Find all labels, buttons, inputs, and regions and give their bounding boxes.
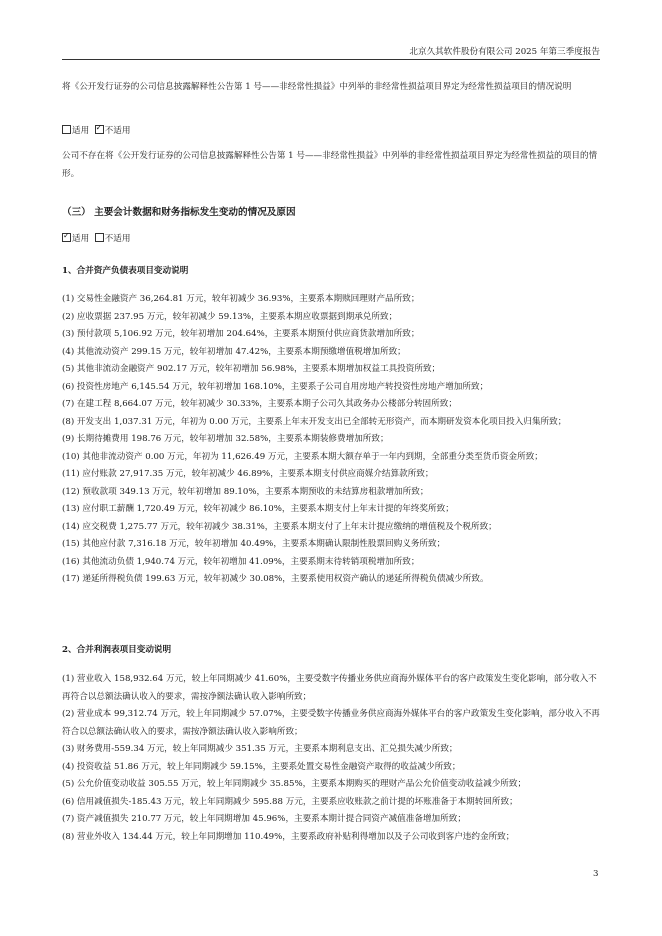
list-item: (8) 营业外收入 134.44 万元，较上年同期增加 110.49%，主要系政府补贴利得增加以及子公司收到客户违约金所致； [62,831,515,842]
list-item: (1) 交易性金融资产 36,264.81 万元，较年初减少 36.93%，主要系本期赎回理财产品所致； [62,294,420,304]
header-divider [62,59,600,60]
balance-sheet-title: 1、合并资产负债表项目变动说明 [62,266,189,276]
intro-statement: 公司不存在将《公开发行证券的公司信息披露解释性公告第 1 号——非经常性损益》中列举的非经常性损益项目界定为经常性损益的项目的情形。 [62,151,598,179]
intro-paragraph: 将《公开发行证券的公司信息披露解释性公告第 1 号——非经常性损益》中列举的非经常性损益项目界定为经常性损益项目的情况说明 [62,82,572,92]
list-item: (16) 其他流动负债 1,940.74 万元，较年初增加 41.09%，主要系期末待转销项税增加所致； [62,556,420,567]
list-item: (8) 开发支出 1,037.31 万元，年初为 0.00 万元，主要系上年末开发支出已全部转无形资产，而本期研发资本化项目投入归集所致； [62,416,567,427]
income-statement-list [62,671,600,846]
list-item: (11) 应付账款 27,917.35 万元，较年初减少 46.89%，主要系本期支付供应商媒介结算款所致； [62,469,434,479]
list-item: (4) 其他流动资产 299.15 万元，较年初增加 47.42%，主要系本期预缴增值税增加所致； [62,346,406,357]
option-not-apply-label: 不适用 [104,234,131,244]
list-item: (6) 信用减值损失-185.43 万元，较上年同期减少 595.88 万元，主要系应收账款之前计提的坏账准备于本期转回所致； [62,796,518,807]
list-item: (7) 资产减值损失 210.77 万元，较上年同期增加 45.96%，主要系本期计提合同资产减值准备增加所致； [62,814,466,824]
list-item: (7) 在建工程 8,664.07 万元，较年初减少 30.33%，主要系本期子公司久其政务办公楼部分转固所致； [62,399,457,409]
list-item: (3) 预付款项 5,106.92 万元，较年初增加 204.64%，主要系本期预付供应商货款增加所致； [62,329,420,339]
list-item: (6) 投资性房地产 6,145.54 万元，较年初增加 168.10%，主要系子公司自用房地产转投资性房地产增加所致； [62,381,489,392]
list-item: (10) 其他非流动资产 0.00 万元，年初为 11,626.49 万元，主要系本期大额存单于一年内到期，全部重分类至货币资金所致； [62,451,543,462]
list-item: (13) 应付职工薪酬 1,720.49 万元，较年初减少 86.10%，主要系本期支付上年末计提的年终奖所致； [62,504,454,514]
list-item: (17) 递延所得税负债 199.63 万元，较年初减少 30.08%，主要系使用权资产确认的递延所得税负债减少所致。 [62,574,489,584]
list-item: (4) 投资收益 51.86 万元，较上年同期减少 59.15%，主要系处置交易性金融资产取得的收益减少所致； [62,761,461,772]
option-apply-label: 适用 [72,126,90,136]
option-apply-label: 适用 [72,234,90,244]
list-item: (5) 公允价值变动收益 305.55 万元，较上年同期减少 35.85%，主要系本期购买的理财产品公允价值变动收益减少所致； [62,779,527,789]
list-item: (2) 应收票据 237.95 万元，较年初减少 59.13%，主要系本期应收票据到期承兑所致； [62,311,398,322]
list-item: (15) 其他应付款 7,316.18 万元，较年初增加 40.49%，主要系本期确认限制性股票回购义务所致； [62,539,446,549]
list-item: (12) 预收款项 349.13 万元，较年初增加 89.10%，主要系本期预收的未结算房租款增加所致； [62,486,429,497]
checkbox-not-apply-checked [95,125,104,134]
section3-options [62,231,130,249]
intro-options [62,123,130,141]
list-item: (5) 其他非流动金融资产 902.17 万元，较年初增加 56.98%，主要系本期增加权益工具投资所致； [62,364,441,374]
income-statement-title: 2、合并利润表项目变动说明 [62,645,172,655]
balance-sheet-list [62,291,600,589]
option-not-apply-label: 不适用 [104,126,131,136]
list-item: (1) 营业收入 158,932.64 万元，较上年同期减少 41.60%，主要受数字传播业务供应商海外媒体平台的客户政策发生变化影响，部分收入不再符合以总额法确认收入的要求，需按净额法确认收入影响所致； [62,674,597,702]
list-item: (3) 财务费用-559.34 万元，较上年同期减少 351.35 万元，主要系本期利息支出、汇兑损失减少所致； [62,744,458,754]
list-item: (9) 长期待摊费用 198.76 万元，较年初增加 32.58%，主要系本期装修费增加所致； [62,434,389,444]
section-title: （三） 主要会计数据和财务指标发生变动的情况及原因 [62,207,296,218]
page-number: 3 [593,869,599,879]
checkbox-apply [62,125,71,134]
checkbox-not-apply [95,233,104,242]
checkbox-apply-checked [62,233,71,242]
report-header: 北京久其软件股份有限公司 2025 年第三季度报告 [409,47,600,57]
list-item: (14) 应交税费 1,275.77 万元，较年初减少 38.31%，主要系本期支付了上年末计提应缴纳的增值税及个税所致； [62,521,497,532]
list-item: (2) 营业成本 99,312.74 万元，较上年同期减少 57.07%，主要受数字传播业务供应商海外媒体平台的客户政策发生变化影响，部分收入不再符合以总额法确认收入的要求，需按净额法确认收入影响所致； [62,709,600,737]
